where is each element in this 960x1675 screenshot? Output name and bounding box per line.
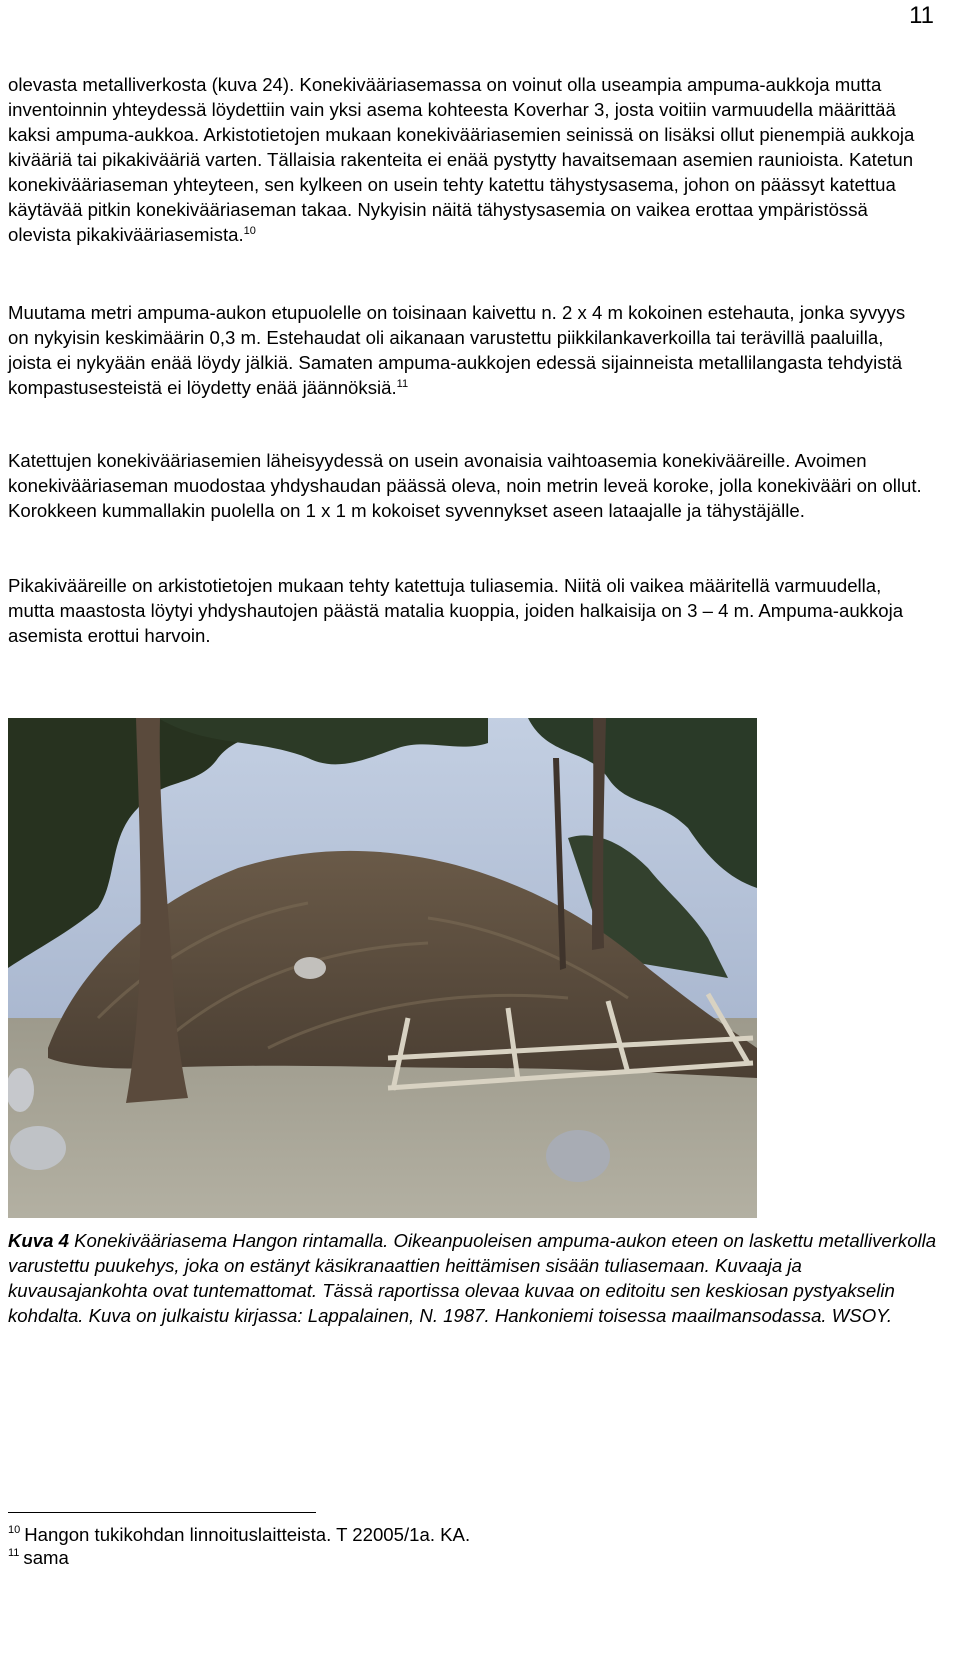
footnote-number: 10: [8, 1524, 21, 1536]
paragraph-3-text: Katettujen konekivääriasemien läheisyydessä on usein avonaisia vaihtoasemia konekivääreille. Avoimen konekivääriaseman muodostaa yhdyshaudan päässä oleva, noin metrin leveä koroke, jolla konekivääri on ollut. Korokkeen kummallakin puolella on 1 x 1 m kokoiset syvennykset aseen lataajalle ja tähystäjälle.: [8, 450, 922, 521]
figure-label: Kuva 4: [8, 1230, 69, 1251]
paragraph-3: [8, 448, 928, 523]
footnote-ref-10[interactable]: 10: [243, 225, 256, 237]
figure-caption-text: Konekivääriasema Hangon rintamalla. Oikeanpuoleisen ampuma-aukon eteen on laskettu metalliverkolla varustettu puukehys, joka on estänyt käsikranaattien heittämisen sisään tuliasemaan. Kuvaaja ja kuvausajankohta ovat tuntemattomat. Tässä raportissa olevaa kuvaa on editoitu sen keskiosan pystyakselin kohdalta. Kuva on julkaistu kirjassa: Lappalainen, N. 1987. Hankoniemi toisessa maailmansodassa. WSOY.: [8, 1230, 937, 1326]
footnote-number: 11: [8, 1547, 20, 1559]
figure-caption: [8, 1228, 938, 1328]
paragraph-2-text: Muutama metri ampuma-aukon etupuolelle on toisinaan kaivettu n. 2 x 4 m kokoinen estehauta, jonka syvyys on nykyisin keskimäärin 0,3 m. Estehaudat oli aikanaan varustettu piikkilankaverkoilla tai terävillä paaluilla, joista ei nykyään enää löydy jälkiä. Samaten ampuma-aukkojen edessä sijainneista metallilangasta tehdyistä kompastusesteistä ei löydetty enää jäännöksiä.: [8, 302, 906, 398]
photo-stone-left-2: [10, 1126, 66, 1170]
paragraph-1-text: olevasta metalliverkosta (kuva 24). Konekivääriasemassa on voinut olla useampia ampuma-aukkoja mutta inventoinnin yhteydessä löydettiin vain yksi asema kohteesta Koverhar 3, josta voitiin varmuudella määrittää kaksi ampuma-aukkoa. Arkistotietojen mukaan konekivääriasemien seinissä on lisäksi ollut pienempiä aukkoja kivääriä tai pikakivääriä varten. Tällaisia rakenteita ei enää pystytty havaitsemaan asemien raunioista. Katetun konekivääriaseman yhteyteen, sen kylkeen on usein tehty katettu tähystysasema, johon on päässyt katettua käytävää pitkin konekivääriaseman takaa. Nykyisin näitä tähystysasemia on vaikea erottaa ympäristössä olevista pikakivääriasemista.: [8, 74, 915, 245]
photo-stone-front: [546, 1130, 610, 1182]
footnote-divider: [8, 1512, 316, 1513]
footnote-ref-11[interactable]: 11: [396, 378, 409, 390]
machine-gun-position-photo: [8, 718, 757, 1218]
footnote-text: sama: [23, 1547, 69, 1568]
paragraph-1: [8, 72, 928, 247]
footnote-text: Hangon tukikohdan linnoituslaitteista. T 22005/1a. KA.: [24, 1524, 471, 1545]
photo-stone-mound: [294, 957, 326, 979]
footnote-11: [8, 1547, 69, 1569]
paragraph-4: [8, 573, 928, 648]
footnote-10: [8, 1524, 470, 1546]
paragraph-4-text: Pikakivääreille on arkistotietojen mukaan tehty katettuja tuliasemia. Niitä oli vaikea määritellä varmuudella, mutta maastosta löytyi yhdyshautojen päästä matalia kuoppia, joiden halkaisija on 3 – 4 m. Ampuma-aukkoja asemista erottui harvoin.: [8, 575, 904, 646]
paragraph-2: [8, 300, 928, 400]
page-number: 11: [909, 2, 934, 29]
